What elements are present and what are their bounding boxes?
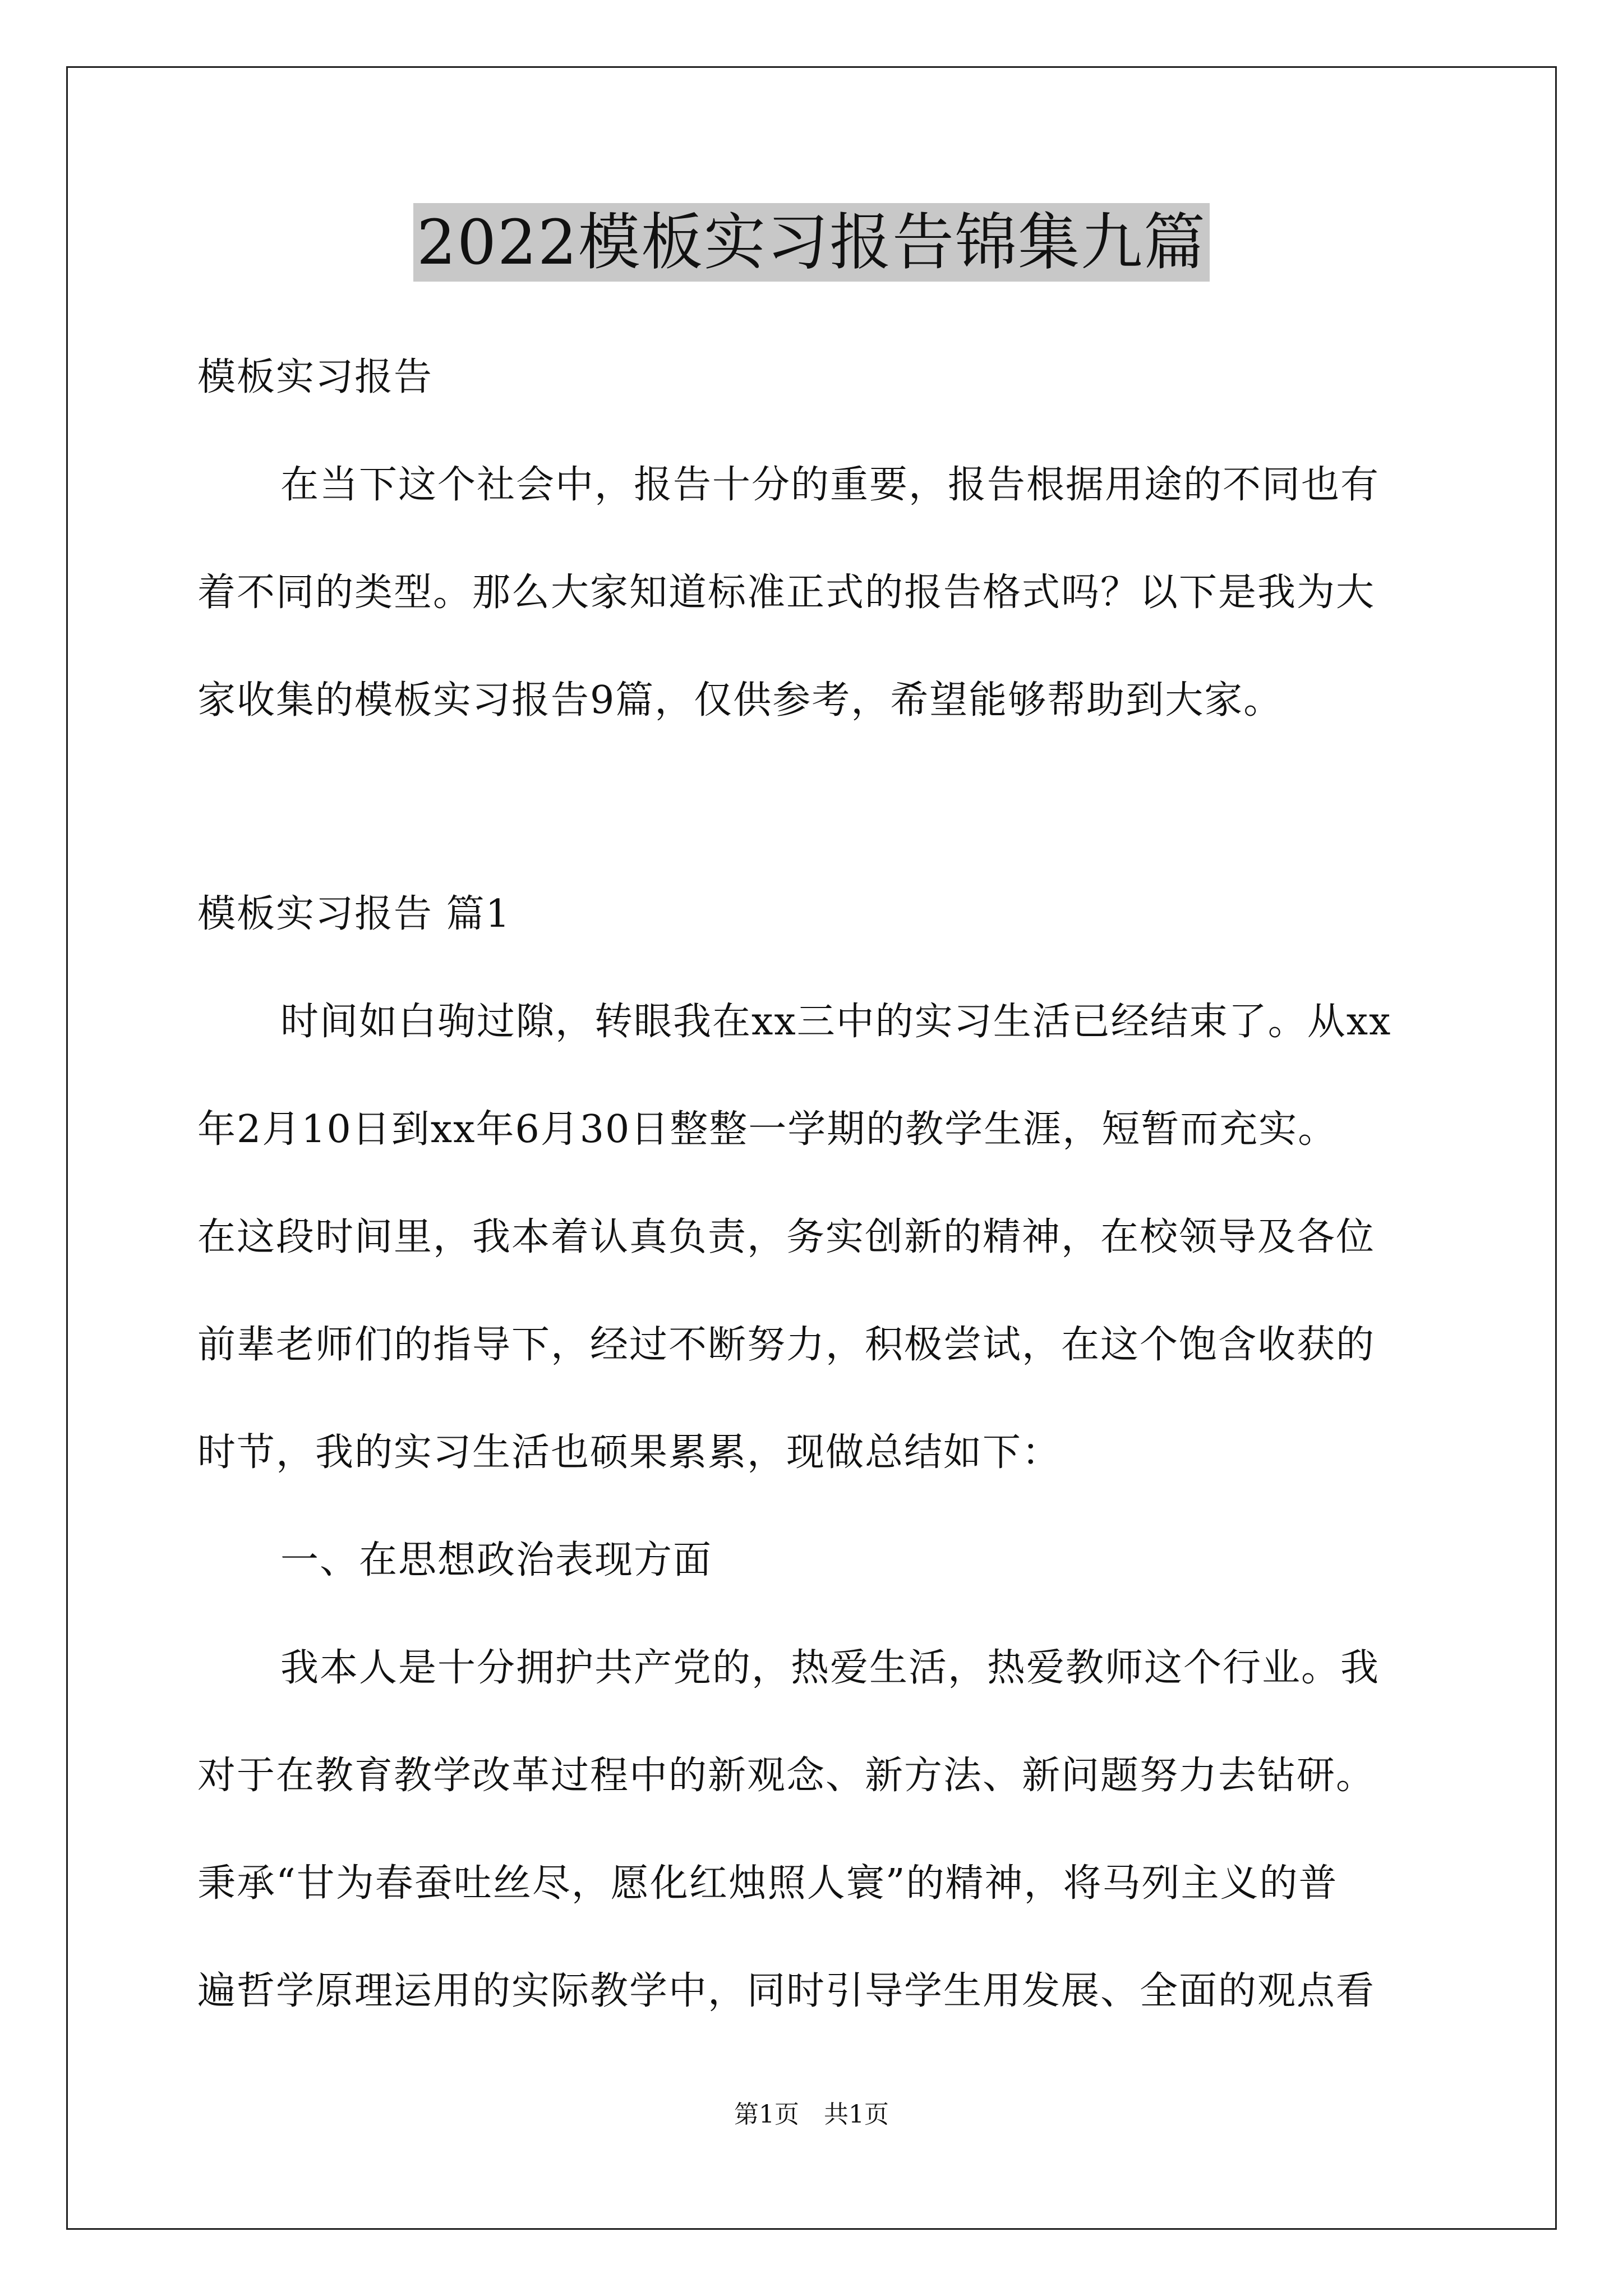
intro-heading: 模板实习报告: [197, 355, 434, 399]
paragraph-line: 家收集的模板实习报告9篇，仅供参考，希望能够帮助到大家。: [197, 678, 1283, 723]
paragraph-line: 对于在教育教学改革过程中的新观念、新方法、新问题努力去钻研。: [197, 1754, 1376, 1798]
paragraph-line: 时节，我的实习生活也硕果累累，现做总结如下：: [197, 1430, 1062, 1475]
paragraph-line: 前辈老师们的指导下，经过不断努力，积极尝试，在这个饱含收获的: [197, 1323, 1376, 1367]
paragraph-line: 我本人是十分拥护共产党的，热爱生活，热爱教师这个行业。我: [280, 1646, 1380, 1690]
section-heading: 模板实习报告 篇1: [197, 892, 511, 936]
page-number-footer: 第1页 共1页: [734, 2100, 889, 2129]
title-container: [0, 203, 1623, 282]
paragraph-line: 年2月10日到xx年6月30日整整一学期的教学生涯，短暂而充实。: [197, 1107, 1338, 1152]
paragraph-line: 时间如白驹过隙，转眼我在xx三中的实习生活已经结束了。从xx: [280, 1000, 1392, 1044]
document-title: 2022模板实习报告锦集九篇: [413, 203, 1210, 282]
paragraph-line: 秉承“甘为春蚕吐丝尽，愿化红烛照人寰”的精神，将马列主义的普: [197, 1861, 1338, 1906]
paragraph-line: 遍哲学原理运用的实际教学中，同时引导学生用发展、全面的观点看: [197, 1969, 1376, 2013]
subheading: 一、在思想政治表现方面: [280, 1538, 713, 1582]
paragraph-line: 在当下这个社会中，报告十分的重要，报告根据用途的不同也有: [280, 463, 1380, 507]
paragraph-line: 在这段时间里，我本着认真负责，务实创新的精神，在校领导及各位: [197, 1215, 1376, 1259]
paragraph-line: 着不同的类型。那么大家知道标准正式的报告格式吗？以下是我为大: [197, 570, 1376, 615]
